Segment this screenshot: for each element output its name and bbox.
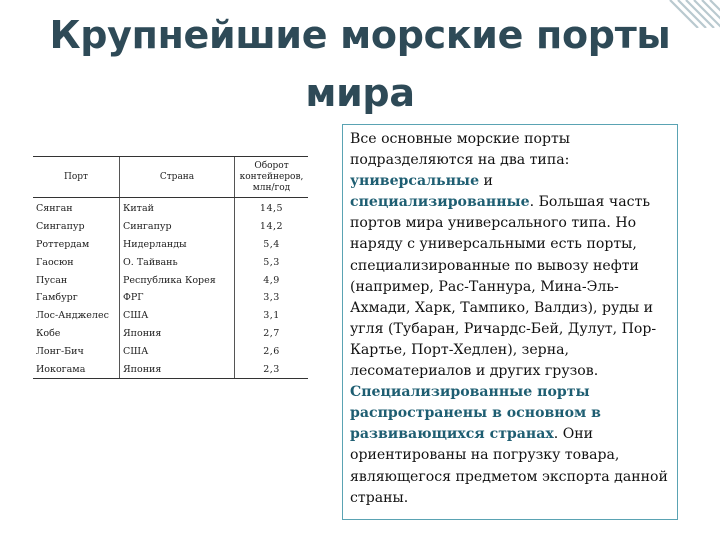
header-turnover-line-2: контейнеров, [239,171,304,182]
description-text: . Они ориентированы на погрузку товара, являющегося предметом экспорта данной страны. [350,426,668,506]
cell-country: ФРГ [120,289,235,307]
header-port: Порт [33,157,120,198]
description-text: Все основные морские порты подразделяются на два типа: [350,131,570,169]
cell-port: Лос-Анджелес [36,310,109,322]
cell-country: США [120,342,235,360]
table-row [33,342,308,360]
cell-turnover: 3,1 [235,307,309,325]
cell-country: Нидерланды [120,236,235,254]
slide-title-line-2: мира [305,71,415,115]
highlight-universal: универсальные [350,173,480,190]
cell-country: О. Тайвань [120,253,235,271]
table-row [33,253,308,271]
cell-port: Пусан [36,274,68,286]
table-row [33,360,308,378]
highlight-developing-countries: Специализированные порты распространены в основном в развивающихся странах [350,384,601,443]
cell-turnover: 5,3 [235,253,309,271]
cell-country: Япония [120,360,235,378]
cell-port: Роттердам [36,238,90,250]
cell-port: Кобе [36,327,61,339]
cell-turnover: 2,7 [235,325,309,343]
description-text: и [479,173,493,190]
cell-port: Иокогама [33,360,120,378]
cell-country: Сингапур [120,218,235,236]
description-text-box [342,124,678,520]
cell-turnover: 2,6 [235,342,309,360]
table-row [33,236,308,254]
cell-turnover: 4,9 [235,271,309,289]
cell-country: Китай [120,198,235,218]
table-row [33,325,308,343]
slide-title [40,6,680,122]
table-row [33,218,308,236]
table-row [33,307,308,325]
cell-turnover: 14,5 [235,198,309,218]
table-row [33,271,308,289]
cell-port: Гамбург [36,292,78,304]
cell-turnover: 2,3 [235,360,309,378]
cell-turnover: 14,2 [235,218,309,236]
table-row [33,289,308,307]
header-turnover-line-1: Оборот [254,160,289,171]
cell-port: Гаосюн [36,256,74,268]
cell-turnover: 5,4 [235,236,309,254]
ports-table [33,156,308,379]
cell-port: Сингапур [36,221,85,233]
description-text: . Большая часть портов мира универсального типа. Но наряду с универсальными есть порты, специализированные по вывозу нефти (например, Рас-Таннура, Мина-Эль-Ахмади, Харк, Тампико, Валдиз), руды и угля (Тубаран, Ричардс-Бей, Дулут, Пор-Картье, Порт-Хедлен), зерна, лесоматериалов и других грузов. [350,194,657,380]
header-country: Страна [120,157,235,198]
header-turnover [235,157,309,198]
header-turnover-line-3: млн/год [252,182,291,193]
slide-title-line-1: Крупнейшие морские порты [49,13,671,57]
cell-country: США [120,307,235,325]
cell-port: Сянган [36,203,73,215]
highlight-specialized: специализированные [350,194,530,211]
cell-country: Япония [120,325,235,343]
table-header-row [33,157,308,198]
table-row [33,198,308,218]
cell-port: Лонг-Бич [36,345,84,357]
cell-turnover: 3,3 [235,289,309,307]
cell-country: Республика Корея [120,271,235,289]
